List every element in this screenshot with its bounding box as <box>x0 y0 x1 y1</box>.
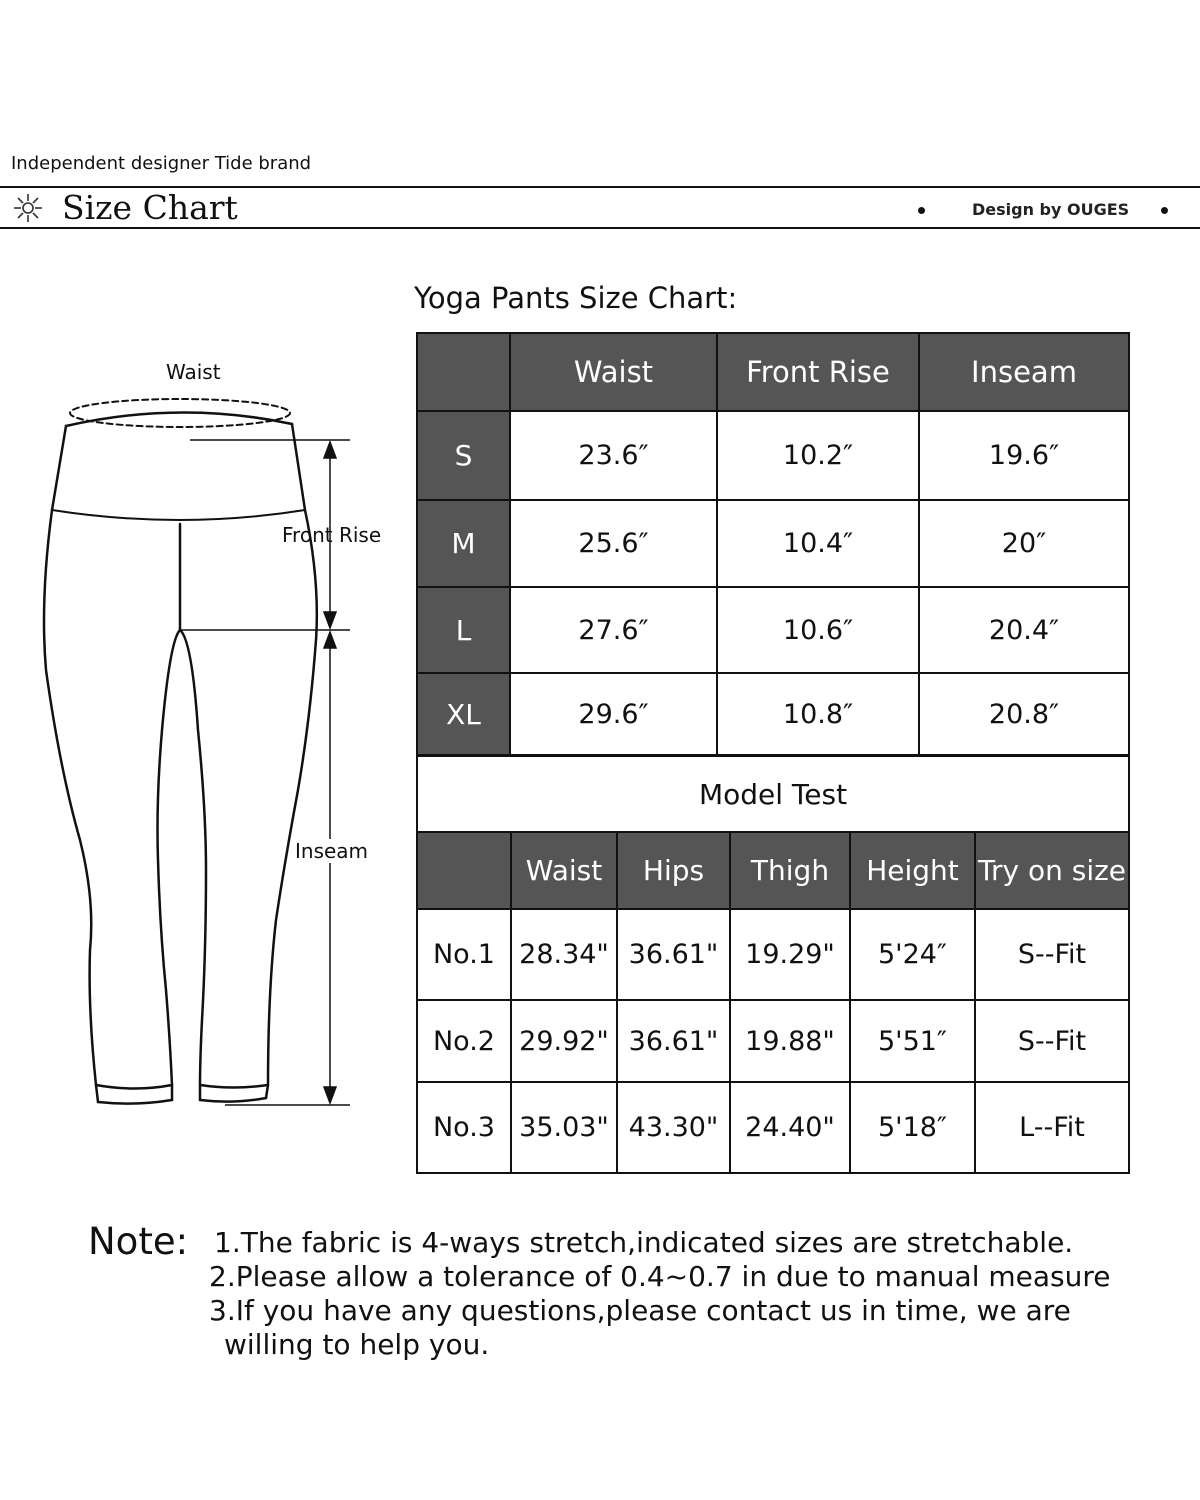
front-rise-value: 10.8″ <box>717 673 919 755</box>
column-header: Try on size <box>975 832 1129 909</box>
hips-value: 36.61" <box>617 909 730 1000</box>
table-header-row <box>417 333 1129 411</box>
waist-value: 28.34" <box>511 909 617 1000</box>
inseam-value: 19.6″ <box>919 411 1129 500</box>
column-header: Inseam <box>919 333 1129 411</box>
inseam-value: 20.4″ <box>919 587 1129 673</box>
model-test-table <box>416 755 1130 1174</box>
height-value: 5'18″ <box>850 1082 975 1173</box>
waist-value: 23.6″ <box>510 411 717 500</box>
column-header: Hips <box>617 832 730 909</box>
hips-value: 43.30" <box>617 1082 730 1173</box>
waist-value: 29.92" <box>511 1000 617 1082</box>
column-header <box>417 832 511 909</box>
thigh-value: 19.88" <box>730 1000 850 1082</box>
try-on-size-value: S--Fit <box>975 909 1129 1000</box>
height-value: 5'51″ <box>850 1000 975 1082</box>
table-row <box>417 500 1129 587</box>
leggings-outline <box>0 340 410 1140</box>
thigh-value: 24.40" <box>730 1082 850 1173</box>
thigh-value: 19.29" <box>730 909 850 1000</box>
inseam-label: Inseam <box>295 839 369 863</box>
sun-icon <box>12 192 44 224</box>
hips-value: 36.61" <box>617 1000 730 1082</box>
front-rise-value: 10.4″ <box>717 500 919 587</box>
try-on-size-value: S--Fit <box>975 1000 1129 1082</box>
column-header: Height <box>850 832 975 909</box>
bullet-dot <box>1161 207 1168 214</box>
note-line: 3.If you have any questions,please contact us in time, we are <box>209 1294 1071 1327</box>
column-header: Waist <box>511 832 617 909</box>
inseam-value: 20.8″ <box>919 673 1129 755</box>
note-line: 2.Please allow a tolerance of 0.4~0.7 in due to manual measure <box>209 1260 1111 1293</box>
front-rise-value: 10.2″ <box>717 411 919 500</box>
column-header: Front Rise <box>717 333 919 411</box>
note-line: 1.The fabric is 4-ways stretch,indicated sizes are stretchable. <box>214 1226 1074 1259</box>
try-on-size-value: L--Fit <box>975 1082 1129 1173</box>
waist-value: 25.6″ <box>510 500 717 587</box>
height-value: 5'24″ <box>850 909 975 1000</box>
note-label: Note: <box>88 1220 189 1263</box>
column-header: Thigh <box>730 832 850 909</box>
waist-value: 27.6″ <box>510 587 717 673</box>
leggings-diagram <box>0 340 410 1140</box>
waist-value: 29.6″ <box>510 673 717 755</box>
model-test-title-row <box>417 756 1129 832</box>
size-label: XL <box>417 673 510 755</box>
waist-value: 35.03" <box>511 1082 617 1173</box>
design-credit: Design by OUGES <box>972 200 1130 219</box>
table-row <box>417 411 1129 500</box>
size-label: L <box>417 587 510 673</box>
table-row <box>417 909 1129 1000</box>
front-rise-value: 10.6″ <box>717 587 919 673</box>
inseam-value: 20″ <box>919 500 1129 587</box>
table-row <box>417 587 1129 673</box>
table-row <box>417 673 1129 755</box>
table-row <box>417 1082 1129 1173</box>
page-title: Size Chart <box>62 188 238 227</box>
size-chart-table <box>416 332 1130 756</box>
header-bottom-rule <box>0 227 1200 229</box>
front-rise-label: Front Rise <box>282 523 382 547</box>
brand-line: Independent designer Tide brand <box>11 153 312 174</box>
size-label: S <box>417 411 510 500</box>
model-test-title: Model Test <box>417 756 1129 832</box>
waist-label: Waist <box>166 360 221 384</box>
table-header-row <box>417 832 1129 909</box>
size-chart-title: Yoga Pants Size Chart: <box>414 281 738 315</box>
model-id: No.2 <box>417 1000 511 1082</box>
size-label: M <box>417 500 510 587</box>
bullet-dot <box>918 207 925 214</box>
column-header: Waist <box>510 333 717 411</box>
column-header <box>417 333 510 411</box>
model-id: No.1 <box>417 909 511 1000</box>
model-id: No.3 <box>417 1082 511 1173</box>
note-line: willing to help you. <box>224 1328 490 1361</box>
table-row <box>417 1000 1129 1082</box>
